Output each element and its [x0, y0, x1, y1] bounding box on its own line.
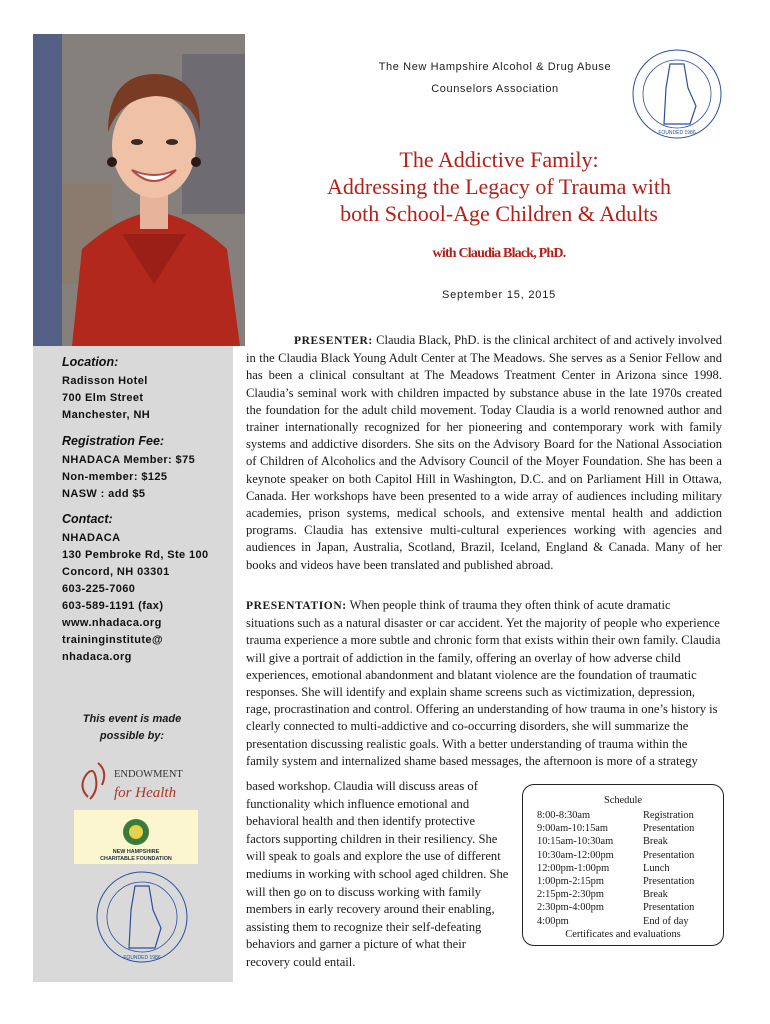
nhcf-line1: NEW HAMPSHIRE	[112, 849, 160, 855]
fee-line: NHADACA Member: $75	[62, 454, 196, 466]
fee-heading: Registration Fee:	[62, 434, 165, 448]
contact-website[interactable]: www.nhadaca.org	[62, 617, 162, 629]
nh-charitable-foundation-logo	[74, 810, 198, 864]
sidebar-accent	[33, 34, 62, 346]
nhcf-line2: CHARITABLE FOUNDATION	[100, 856, 172, 862]
nhadaca-logo-bottom	[94, 870, 190, 964]
schedule-item: Registration	[643, 810, 694, 821]
schedule-row	[523, 835, 723, 848]
org-name-line2: Counselors Association	[431, 83, 559, 95]
title-line1: The Addictive Family:	[399, 147, 599, 172]
schedule-time: 10:30am-12:00pm	[537, 849, 614, 861]
logo-founded: FOUNDED 1986	[658, 130, 696, 136]
presenter-lead: PRESENTER:	[294, 335, 373, 347]
contact-line: NHADACA	[62, 532, 121, 544]
location-line: 700 Elm Street	[62, 392, 144, 404]
schedule-footer: Certificates and evaluations	[565, 928, 681, 940]
logo-founded-bottom: FOUNDED 1986	[123, 955, 161, 961]
fee-block	[62, 434, 195, 503]
schedule-item: Presentation	[643, 902, 695, 914]
contact-email[interactable]: traininginstitute@	[62, 634, 164, 646]
event-date: September 15, 2015	[441, 289, 557, 301]
schedule-row	[523, 862, 723, 875]
schedule-time: 10:15am-10:30am	[537, 836, 614, 848]
schedule-item: Break	[643, 836, 668, 848]
endowment-text: ENDOWMENT	[114, 769, 183, 780]
presenter-photo	[62, 34, 245, 346]
schedule-row	[523, 888, 723, 901]
schedule-time: 2:15pm-2:30pm	[537, 889, 604, 901]
schedule-row	[523, 901, 723, 914]
location-heading: Location:	[62, 355, 119, 369]
schedule-time: 4:00pm	[537, 915, 569, 927]
schedule-time: 1:00pm-2:15pm	[537, 876, 604, 888]
schedule-row	[523, 875, 723, 888]
for-health-text: for Health	[114, 785, 177, 801]
schedule-item: Presentation	[643, 849, 695, 861]
schedule-item: Presentation	[643, 823, 695, 835]
schedule-time: 8:00-8:30am	[537, 810, 591, 821]
schedule-item: Presentation	[643, 876, 695, 888]
schedule-row	[523, 849, 723, 862]
fee-line: NASW : add $5	[62, 488, 146, 500]
made-possible-line1: This event is made	[82, 713, 182, 725]
contact-line: 130 Pembroke Rd, Ste 100	[62, 549, 209, 561]
schedule-item: Lunch	[643, 862, 670, 874]
location-line: Manchester, NH	[62, 409, 151, 421]
schedule-time: 12:00pm-1:00pm	[537, 862, 610, 874]
schedule-time: 2:30pm-4:00pm	[537, 902, 604, 914]
presenter-paragraph	[246, 332, 722, 574]
location-block	[62, 355, 150, 424]
schedule-time: 9:00am-10:15am	[537, 823, 608, 835]
schedule-row	[523, 915, 723, 928]
schedule-item: End of day	[643, 915, 689, 927]
contact-email-domain[interactable]: nhadaca.org	[62, 651, 132, 663]
presentation-paragraph	[246, 597, 722, 770]
location-line: Radisson Hotel	[62, 375, 148, 387]
schedule-title: Schedule	[603, 795, 643, 806]
contact-heading: Contact:	[62, 512, 113, 526]
schedule-item: Break	[643, 889, 668, 901]
org-name-line1: The New Hampshire Alcohol & Drug Abuse	[378, 61, 612, 73]
made-possible-by	[62, 711, 202, 745]
presentation-paragraph-continued: based workshop. Claudia will discuss areas of functionality which influence emotional and behavioral health and then identify protective factors supporting children in their resiliency. She will speak to goals and explore the use of different mediums in working with school aged children. She will then go on to discuss working with family members in early recovery around their enabling, assisting them to recognize their self-defeating behaviors and garner a picture of what their recovery could entail.	[246, 779, 509, 969]
presenter-subtitle: with Claudia Black, PhD.	[432, 246, 566, 261]
event-title	[250, 146, 748, 227]
schedule-row	[523, 822, 723, 835]
contact-line: Concord, NH 03301	[62, 566, 170, 578]
title-line3: both School-Age Children & Adults	[340, 201, 658, 226]
schedule-row	[523, 809, 723, 822]
contact-phone: 603-225-7060	[62, 583, 136, 595]
title-line2: Addressing the Legacy of Trauma with	[327, 174, 671, 199]
contact-block	[62, 512, 209, 666]
presentation-text-a: When people think of trauma they often think of acute dramatic situations such as a natural disaster or car accident. Yet the majority of people who experience trauma experience a more subtle and chronic form that exists within their own family. Claudia will give a portrait of addiction in the family, offering an overlay of how adverse child experiences, emotional abandonment and blatant violence are the foundation of traumatic responses. She will identify and explain shame screens such as victimization, depression, rage, procrastination and control. Offering an understanding of how trauma in one’s history is clearly connected to multi-addictive and co-occurring disorders, she will summarize the presentation discussing realistic goals. With a better understanding of trauma within the family system and internalized shame based messages, the afternoon is more of a strategy	[246, 598, 721, 768]
presentation-lead: PRESENTATION:	[246, 600, 347, 612]
schedule-box	[522, 784, 724, 946]
made-possible-line2: possible by:	[99, 730, 165, 742]
contact-fax: 603-589-1191 (fax)	[62, 600, 164, 612]
fee-line: Non-member: $125	[62, 471, 168, 483]
org-name	[330, 56, 660, 100]
nhadaca-logo	[630, 48, 724, 140]
presenter-text: Claudia Black, PhD. is the clinical architect of and actively involved in the Claudia Black Young Adult Center at The Meadows. She serves as a Senior Fellow and has been a clinical consultant at The Meadows Treatment Center in Arizona since 1998. Claudia’s seminal work with children impacted by substance abuse in the late 1970s created the foundation for the adult child movement. Today Claudia is a world renowned author and trainer internationally recognized for her pioneering and contemporary work with family systems and addictive disorders. She sits on the Advisory Board for the National Association of Children of Alcoholics and the Advisory Council of the Moyer Foundation. She has been a keynote speaker on both Capitol Hill in Washington, D.C. and on Parliament Hill in Ottawa, Canada. Her workshops have been presented to a wide array of audiences including military academies, prison systems, medical schools, and extensive mental health and addiction programs. Claudia has extensive multi-cultural experiences working with agencies and audiences in Japan, Australia, Scotland, Brazil, Iceland, England & Canada. Many of her books and videos have been translated and published abroad.	[246, 333, 722, 572]
endowment-for-health-logo	[74, 757, 202, 807]
